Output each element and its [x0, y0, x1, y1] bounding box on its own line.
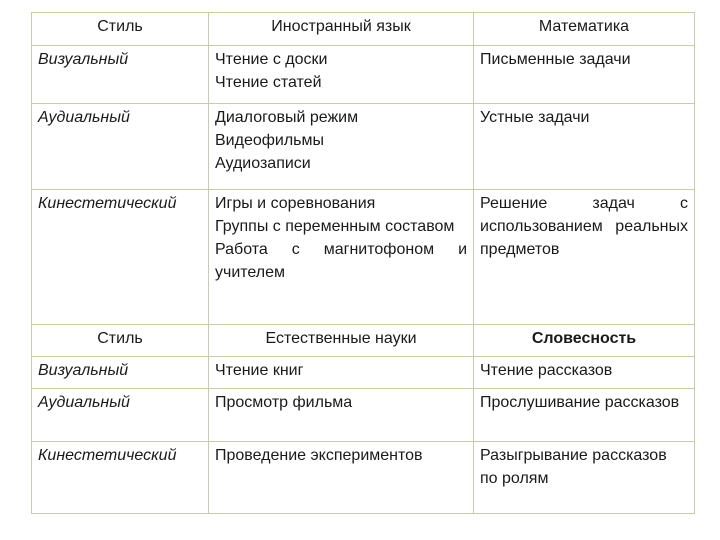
lang-kinesthetic-cell: [209, 190, 474, 325]
sci-kinesthetic: Проведение экспериментов: [209, 442, 474, 514]
header-natural-sciences: Естественные науки: [209, 325, 474, 357]
style-auditory: Аудиальный: [32, 104, 209, 190]
header-style-2: Стиль: [32, 325, 209, 357]
header-style: Стиль: [32, 13, 209, 46]
style-visual: Визуальный: [32, 46, 209, 104]
math-auditory-cell: [474, 104, 695, 190]
sci-visual: Чтение книг: [209, 357, 474, 389]
lang-visual-cell: [209, 46, 474, 104]
cell-line: Письменные задачи: [480, 51, 631, 68]
header-literature: Словесность: [474, 325, 695, 357]
cell-line: Диалоговый режим: [215, 109, 359, 126]
cell-line: Видеофильмы: [215, 132, 325, 149]
table-row: [32, 442, 695, 514]
math-kinesthetic-cell: [474, 190, 695, 325]
header-row-2: [32, 325, 695, 357]
table-row: [32, 357, 695, 389]
cell-line: Чтение статей: [215, 74, 322, 91]
lit-kinesthetic: Разыгрывание рассказов по ролям: [474, 442, 695, 514]
cell-line: Группы с переменным составом: [215, 218, 455, 235]
cell-line: Решение задач с использованием реальных предметов: [480, 195, 688, 258]
lang-auditory-cell: [209, 104, 474, 190]
cell-line: Устные задачи: [480, 109, 590, 126]
math-visual-cell: [474, 46, 695, 104]
lit-visual: Чтение рассказов: [474, 357, 695, 389]
style-kinesthetic: Кинестетический: [32, 190, 209, 325]
cell-line: Чтение с доски: [215, 51, 328, 68]
sci-auditory: Просмотр фильма: [209, 389, 474, 442]
header-row-1: [32, 13, 695, 46]
learning-styles-table: [31, 12, 695, 514]
header-foreign-language: Иностранный язык: [209, 13, 474, 46]
style-auditory-2: Аудиальный: [32, 389, 209, 442]
table-row: [32, 389, 695, 442]
cell-line: Работа с магнитофоном и учителем: [215, 241, 467, 281]
header-math: Математика: [474, 13, 695, 46]
style-visual-2: Визуальный: [32, 357, 209, 389]
table-row: [32, 190, 695, 325]
lit-auditory: Прослушивание рассказов: [474, 389, 695, 442]
style-kinesthetic-2: Кинестетический: [32, 442, 209, 514]
cell-line: Игры и соревнования: [215, 195, 376, 212]
cell-line: Аудиозаписи: [215, 155, 311, 172]
table-row: [32, 104, 695, 190]
table-row: [32, 46, 695, 104]
